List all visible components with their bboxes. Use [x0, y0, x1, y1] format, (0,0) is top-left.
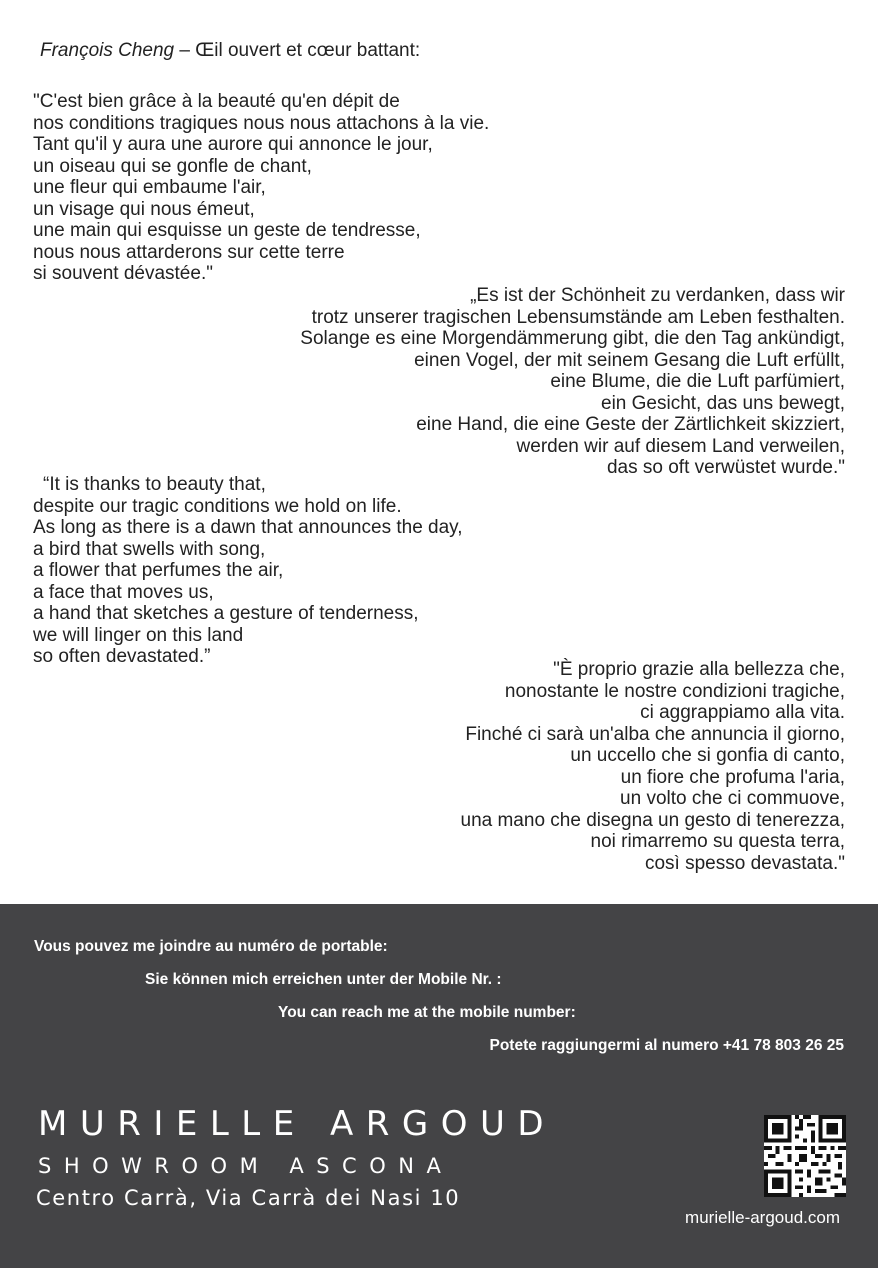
showroom-label: SHOWROOM ASCONA	[38, 1154, 454, 1178]
quote-line: trotz unserer tragischen Lebensumstände am Leben festhalten.	[311, 306, 845, 328]
quote-line: "È proprio grazie alla bellezza che,	[553, 659, 845, 680]
heading-separator: –	[179, 40, 190, 61]
quote-line: "C'est bien grâce à la beauté qu'en dépit de	[33, 91, 400, 112]
quote-line: so often devastated.”	[33, 646, 211, 667]
contact-footer	[0, 904, 878, 1268]
website-link[interactable]: murielle-argoud.com	[685, 1208, 840, 1227]
quote-line: si souvent dévastée."	[33, 263, 213, 284]
quote-italian	[461, 659, 846, 874]
showroom-address: Centro Carrà, Via Carrà dei Nasi 10	[36, 1186, 461, 1210]
quote-line: un fiore che profuma l'aria,	[620, 766, 845, 788]
brand-name: MURIELLE ARGOUD	[38, 1104, 557, 1144]
quote-line: nonostante le nostre condizioni tragiche,	[504, 680, 845, 702]
quote-line: ein Gesicht, das uns bewegt,	[601, 392, 845, 414]
qr-code-icon[interactable]	[764, 1115, 846, 1197]
quote-line: una mano che disegna un gesto di tenerezza,	[460, 809, 845, 831]
contact-line-french: Vous pouvez me joindre au numéro de portable:	[34, 938, 388, 955]
quote-line: “It is thanks to beauty that,	[43, 474, 266, 495]
quote-english	[33, 474, 463, 668]
quote-line: a flower that perfumes the air,	[33, 560, 284, 581]
quote-line: As long as there is a dawn that announces the day,	[33, 517, 463, 538]
page-heading	[40, 40, 420, 62]
quote-line: Solange es eine Morgendämmerung gibt, die den Tag ankündigt,	[300, 328, 845, 349]
quote-german	[300, 285, 845, 479]
quote-line: così spesso devastata."	[644, 852, 845, 874]
quote-line: ci aggrappiamo alla vita.	[640, 702, 845, 723]
quote-line: noi rimarremo su questa terra,	[590, 831, 845, 852]
quote-line: eine Hand, die eine Geste der Zärtlichkeit skizziert,	[416, 414, 845, 435]
quote-line: eine Blume, die die Luft parfümiert,	[550, 371, 845, 392]
quote-line: werden wir auf diesem Land verweilen,	[516, 435, 845, 457]
quote-line: a face that moves us,	[33, 581, 214, 603]
quote-line: une main qui esquisse un geste de tendresse,	[33, 220, 421, 241]
quote-line: un oiseau qui se gonfle de chant,	[33, 155, 312, 177]
quote-line: nous nous attarderons sur cette terre	[33, 241, 345, 263]
quote-french	[33, 91, 489, 285]
contact-line-english: You can reach me at the mobile number:	[278, 1004, 576, 1021]
quote-line: un uccello che si gonfia di canto,	[570, 745, 845, 766]
author-name: François Cheng	[40, 40, 175, 61]
quote-line: un visage qui nous émeut,	[33, 198, 255, 220]
quote-line: a bird that swells with song,	[33, 538, 266, 560]
quote-line: einen Vogel, der mit seinem Gesang die Luft erfüllt,	[414, 349, 845, 371]
quote-line: das so oft verwüstet wurde."	[606, 457, 845, 478]
quote-line: un volto che ci commuove,	[620, 788, 845, 809]
quote-line: we will linger on this land	[33, 624, 244, 646]
quote-line: une fleur qui embaume l'air,	[33, 177, 266, 198]
quote-line: „Es ist der Schönheit zu verdanken, dass wir	[470, 285, 845, 306]
quote-line: a hand that sketches a gesture of tenderness,	[33, 603, 419, 624]
quote-line: despite our tragic conditions we hold on life.	[33, 495, 402, 517]
quote-line: Tant qu'il y aura une aurore qui annonce le jour,	[33, 134, 433, 155]
quote-line: Finché ci sarà un'alba che annuncia il giorno,	[465, 723, 845, 745]
contact-line-german: Sie können mich erreichen unter der Mobile Nr. :	[145, 971, 502, 988]
book-title: Œil ouvert et cœur battant:	[195, 40, 421, 61]
contact-line-italian-phone[interactable]: Potete raggiungermi al numero +41 78 803 26 25	[489, 1037, 844, 1054]
quote-line: nos conditions tragiques nous nous attachons à la vie.	[33, 112, 490, 134]
